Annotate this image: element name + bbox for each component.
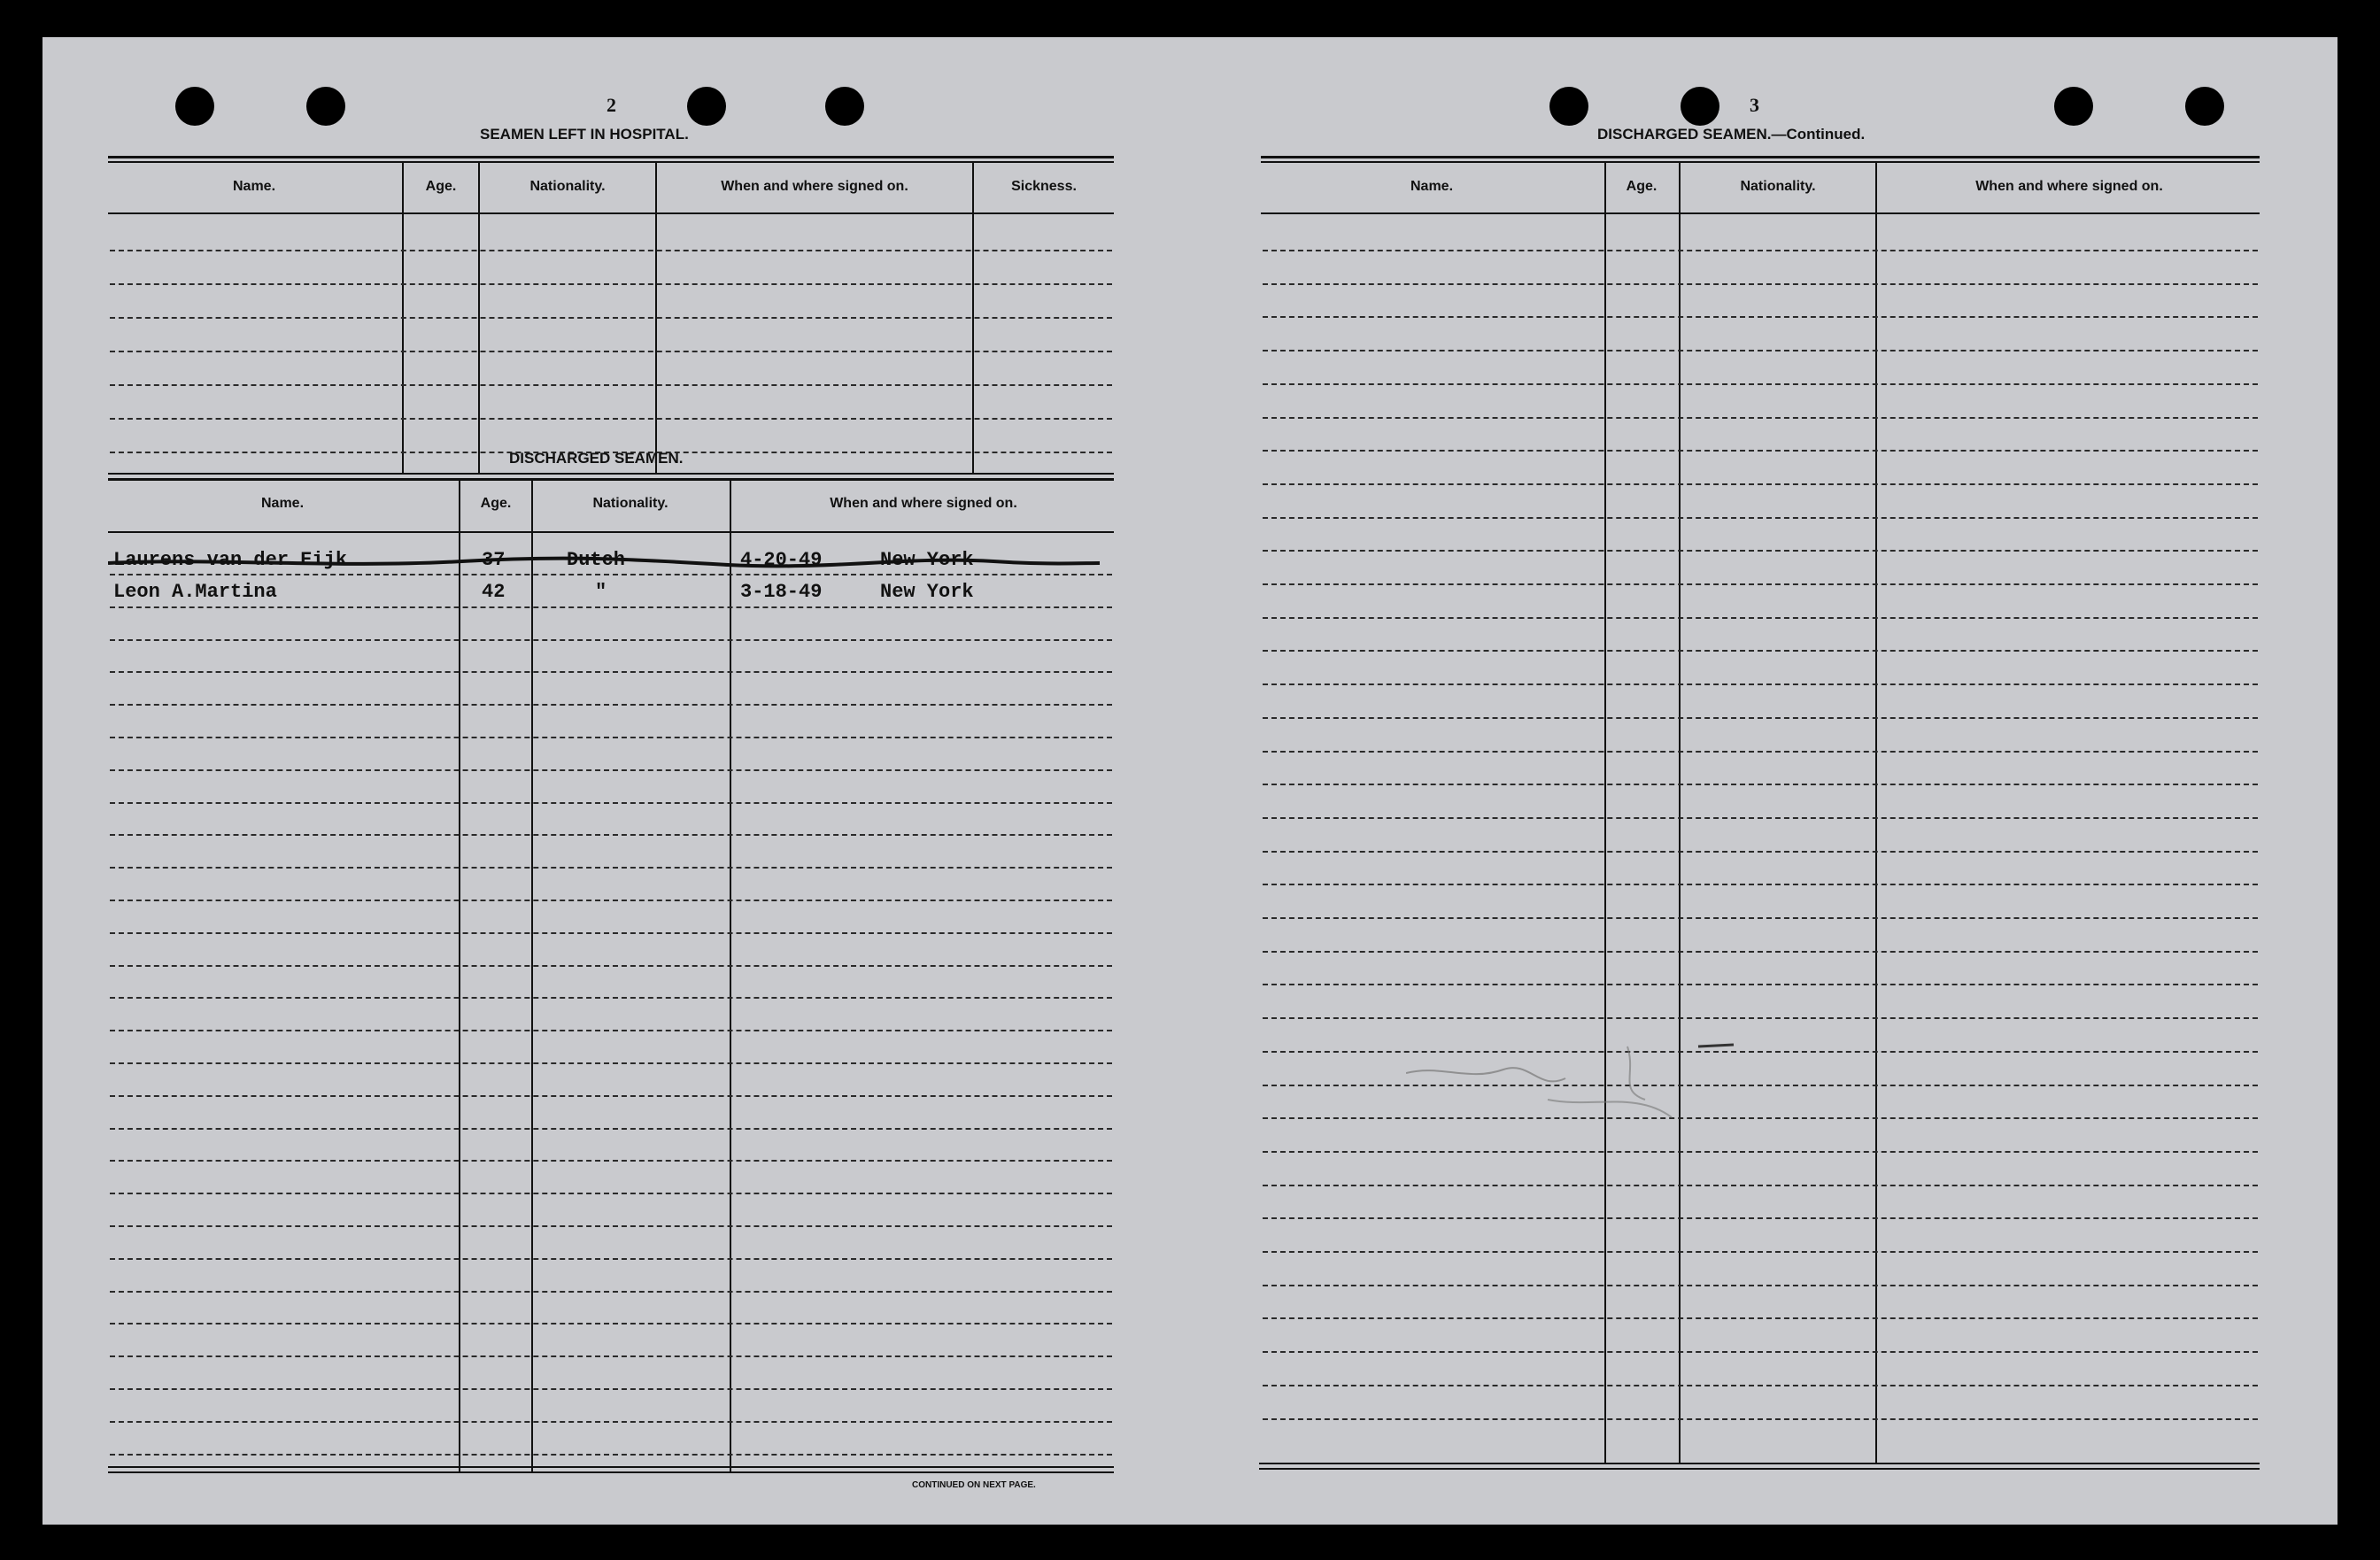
- entry-line: [1263, 483, 2258, 485]
- table-top-rule: [108, 156, 1114, 158]
- section-rule: [108, 473, 1114, 475]
- entry-line: [110, 639, 1112, 641]
- entry-line: [110, 769, 1112, 771]
- header-rule: [1261, 212, 2260, 214]
- entry-line: [110, 384, 1112, 386]
- punch-hole: [306, 87, 345, 126]
- entry-line: [110, 1323, 1112, 1324]
- entry-line: [110, 997, 1112, 999]
- seaman-age: 37: [482, 549, 506, 571]
- entry-line: [1263, 751, 2258, 753]
- entry-line: [110, 1258, 1112, 1260]
- entry-line: [1263, 817, 2258, 819]
- entry-line: [1263, 1285, 2258, 1286]
- punch-hole: [2054, 87, 2093, 126]
- column-header-nationality: Nationality.: [1740, 179, 1816, 194]
- page-number: 3: [1750, 94, 1759, 116]
- entry-line: [1263, 1217, 2258, 1219]
- table-top-rule: [1261, 156, 2260, 158]
- entry-line: [110, 606, 1112, 608]
- entry-line: [110, 1291, 1112, 1293]
- entry-line: [110, 802, 1112, 804]
- table-rule: [108, 161, 1114, 163]
- column-header-sickness: Sickness.: [1011, 179, 1077, 194]
- column-header-name: Name.: [260, 496, 305, 511]
- entry-line: [1263, 884, 2258, 885]
- table-bottom-rule: [108, 1466, 1114, 1468]
- entry-line: [110, 1128, 1112, 1130]
- continued-footer: CONTINUED ON NEXT PAGE.: [912, 1480, 1036, 1490]
- entry-line: [1263, 583, 2258, 585]
- punch-hole: [825, 87, 864, 126]
- column-divider: [1679, 163, 1681, 1464]
- column-header-age: Age.: [425, 179, 457, 194]
- entry-line: [1263, 283, 2258, 285]
- entry-line: [110, 1225, 1112, 1227]
- punch-hole: [687, 87, 726, 126]
- entry-line: [1263, 316, 2258, 318]
- discharged-section-title: DISCHARGED SEAMEN.: [509, 450, 684, 467]
- signed-on-date: 4-20-49: [740, 549, 823, 571]
- entry-line: [1263, 784, 2258, 785]
- page-number: 2: [607, 94, 616, 116]
- entry-line: [1263, 517, 2258, 519]
- column-header-age: Age.: [480, 496, 512, 511]
- entry-line: [110, 1030, 1112, 1031]
- punch-hole: [175, 87, 214, 126]
- column-divider: [1875, 163, 1877, 1464]
- column-header-signed-on: When and where signed on.: [830, 496, 1017, 511]
- ledger-sheet: [42, 37, 2338, 1525]
- entry-line: [1263, 450, 2258, 452]
- entry-line: [110, 250, 1112, 251]
- entry-line: [1263, 1185, 2258, 1186]
- entry-line: [110, 965, 1112, 967]
- entry-line: [1263, 1317, 2258, 1319]
- entry-line: [1263, 1418, 2258, 1420]
- table-bottom-rule: [1259, 1468, 2260, 1470]
- entry-line: [110, 1421, 1112, 1423]
- entry-line: [1263, 617, 2258, 619]
- entry-line: [110, 418, 1112, 420]
- entry-line: [110, 932, 1112, 934]
- entry-line: [110, 704, 1112, 706]
- signed-on-date: 3-18-49: [740, 581, 823, 603]
- entry-line: [110, 1193, 1112, 1194]
- entry-line: [1263, 1351, 2258, 1353]
- signed-on-place: New York: [880, 549, 974, 571]
- entry-line: [110, 317, 1112, 319]
- entry-line: [110, 1454, 1112, 1456]
- column-header-signed-on: When and where signed on.: [1975, 179, 2163, 194]
- seaman-name: Laurens van der Eijk: [113, 549, 348, 571]
- hospital-section-title: SEAMEN LEFT IN HOSPITAL.: [480, 126, 689, 143]
- entry-line: [110, 1388, 1112, 1390]
- entry-line: [1263, 250, 2258, 251]
- entry-line: [110, 834, 1112, 836]
- header-rule: [108, 531, 1114, 533]
- seaman-age: 42: [482, 581, 506, 603]
- entry-line: [1263, 350, 2258, 351]
- section-rule: [108, 478, 1114, 481]
- column-header-signed-on: When and where signed on.: [721, 179, 908, 194]
- entry-line: [1263, 1251, 2258, 1253]
- entry-line: [110, 1355, 1112, 1357]
- faint-signature: [1406, 993, 1778, 1153]
- column-header-age: Age.: [1626, 179, 1658, 194]
- table-rule: [1261, 161, 2260, 163]
- punch-hole: [1549, 87, 1588, 126]
- entry-line: [110, 1160, 1112, 1162]
- column-divider: [1604, 163, 1606, 1464]
- discharged-continued-title: DISCHARGED SEAMEN.—Continued.: [1597, 126, 1866, 143]
- entry-line: [1263, 917, 2258, 919]
- entry-line: [110, 283, 1112, 285]
- seaman-nationality: ": [595, 581, 607, 603]
- entry-line: [110, 351, 1112, 352]
- column-header-nationality: Nationality.: [592, 496, 668, 511]
- entry-line: [110, 867, 1112, 869]
- entry-line: [1263, 650, 2258, 652]
- entry-line: [1263, 550, 2258, 552]
- entry-line: [1263, 984, 2258, 985]
- entry-line: [110, 671, 1112, 673]
- entry-line: [1263, 683, 2258, 685]
- column-header-name: Name.: [1410, 179, 1454, 194]
- entry-line: [1263, 717, 2258, 719]
- column-header-nationality: Nationality.: [529, 179, 606, 194]
- punch-hole: [1681, 87, 1719, 126]
- entry-line: [1263, 851, 2258, 853]
- table-bottom-rule: [108, 1471, 1114, 1473]
- column-header-name: Name.: [232, 179, 276, 194]
- seaman-name: Leon A.Martina: [113, 581, 277, 603]
- entry-line: [1263, 417, 2258, 419]
- strike-through-line: [108, 551, 1100, 577]
- punch-hole: [2185, 87, 2224, 126]
- entry-line: [1263, 383, 2258, 385]
- entry-line: [110, 1062, 1112, 1064]
- signed-on-place: New York: [880, 581, 974, 603]
- entry-line: [110, 1095, 1112, 1097]
- entry-line: [1263, 951, 2258, 953]
- table-bottom-rule: [1259, 1463, 2260, 1464]
- entry-line: [1263, 1385, 2258, 1386]
- header-rule: [108, 212, 1114, 214]
- entry-line: [110, 900, 1112, 901]
- entry-line: [110, 737, 1112, 738]
- seaman-nationality: Dutch: [567, 549, 626, 571]
